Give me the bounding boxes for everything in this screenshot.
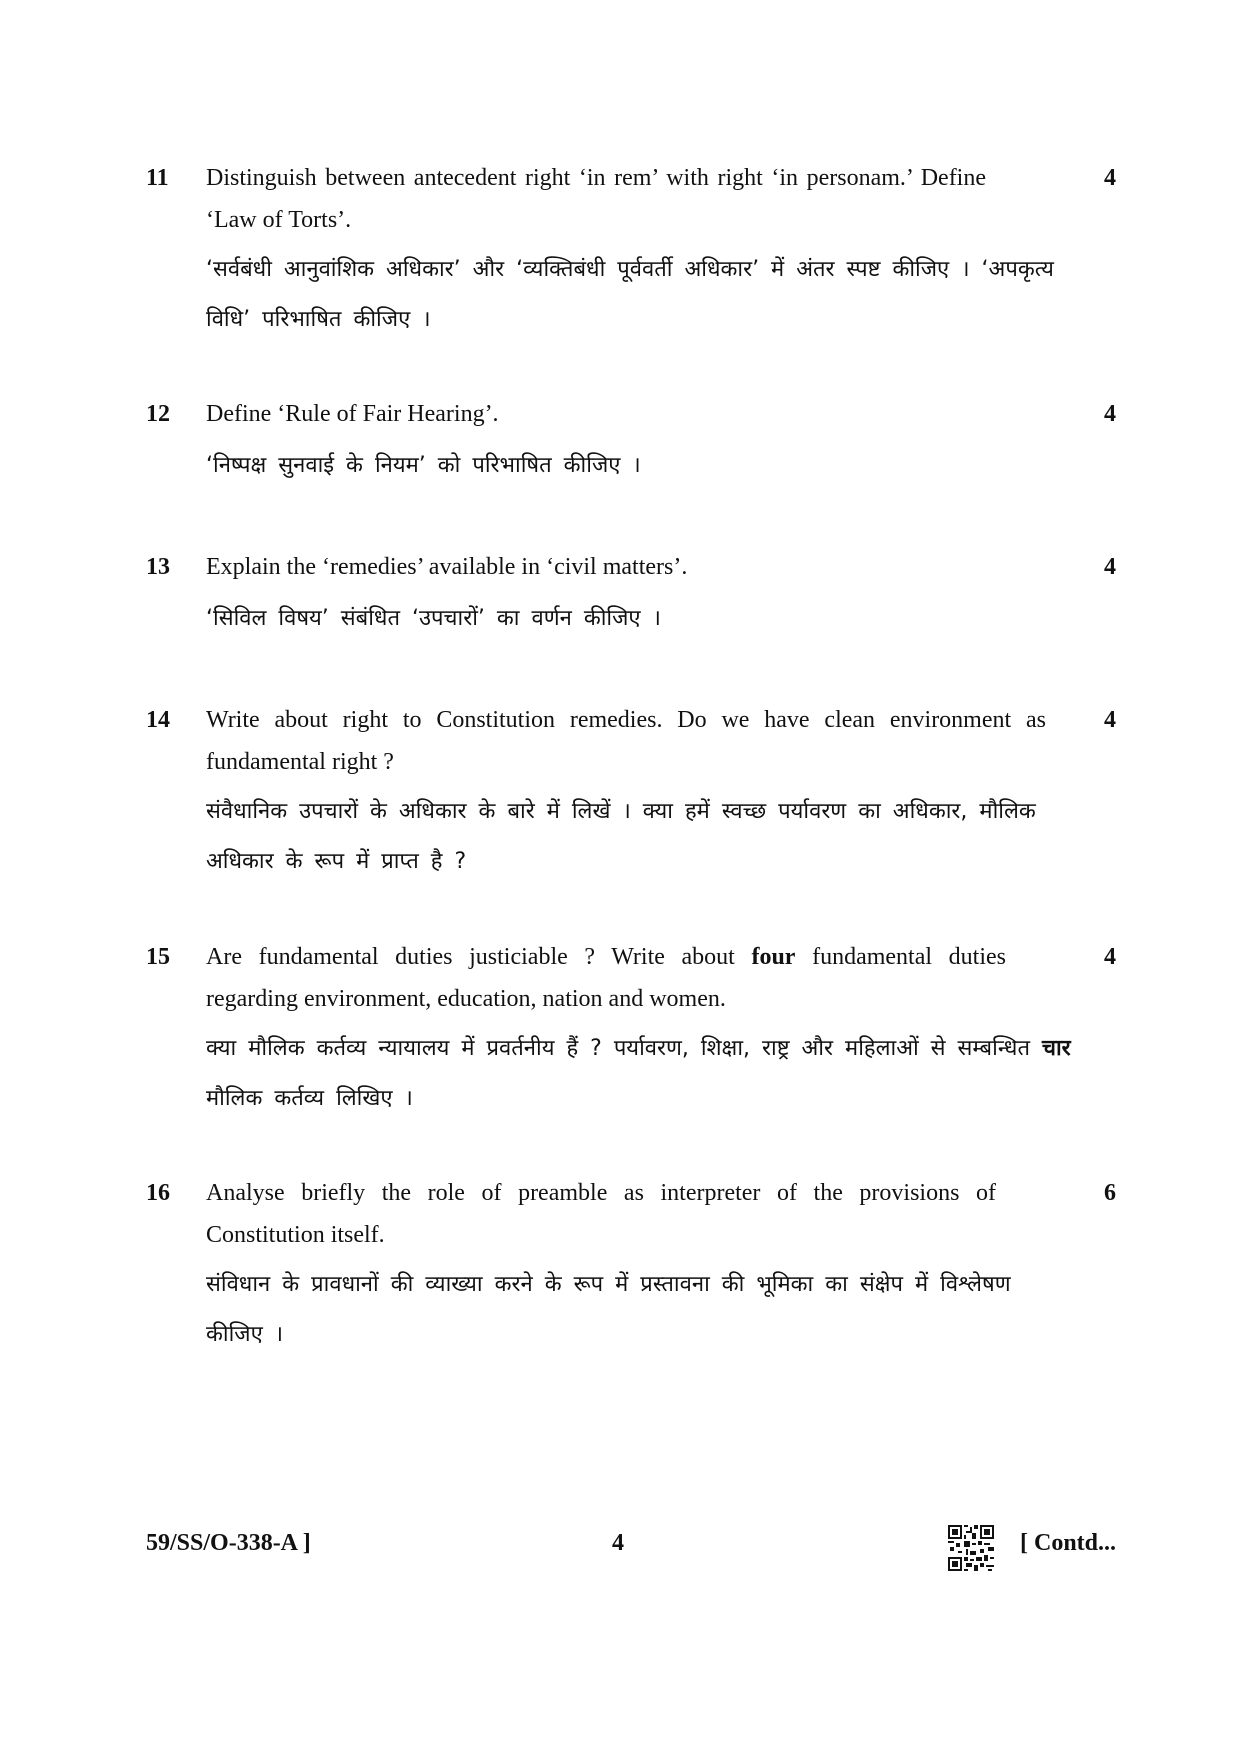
question-marks: 4 xyxy=(1104,401,1116,427)
text-run: संविधान के प्रावधानों की व्याख्या करने के रूप में प्रस्तावना की भूमिका का संक्षेप में विश्लेषण कीजिए । xyxy=(206,1272,1011,1347)
question-text-english xyxy=(206,546,1066,588)
question-text-hindi xyxy=(206,594,1076,644)
qr-code-icon xyxy=(948,1525,994,1571)
question-text-english xyxy=(206,393,1066,435)
question-text-english xyxy=(206,157,986,241)
text-run: Explain the ‘remedies’ available in ‘civil matters’. xyxy=(206,554,688,580)
question-number: 13 xyxy=(146,554,170,580)
continued-label: [ Contd... xyxy=(1020,1530,1117,1556)
question-text-hindi xyxy=(206,1024,1076,1124)
question-text-english xyxy=(206,699,1046,783)
text-run-bold: four xyxy=(751,944,796,970)
question-text-hindi xyxy=(206,1260,1026,1360)
text-run: Write about right to Constitution remedies. Do we have clean environment as fundamental right ? xyxy=(206,707,1046,775)
question-marks: 4 xyxy=(1104,165,1116,191)
text-run: ‘सर्वबंधी आनुवांशिक अधिकार’ और ‘व्यक्तिबंधी पूर्ववर्ती अधिकार’ में अंतर स्पष्ट कीजिए । ‘अपकृत्य विधि’ परिभाषित कीजिए । xyxy=(206,257,1054,332)
question-text-hindi xyxy=(206,245,1076,345)
page-number: 4 xyxy=(612,1530,624,1556)
text-run: ‘सिविल विषय’ संबंधित ‘उपचारों’ का वर्णन कीजिए । xyxy=(206,606,661,631)
text-run: fundamental duties regarding environment, education, nation and women. xyxy=(206,944,1006,1012)
question-marks: 6 xyxy=(1104,1180,1116,1206)
page-footer xyxy=(0,1525,1240,1575)
question-number: 11 xyxy=(146,165,169,191)
question-number: 16 xyxy=(146,1180,170,1206)
text-run: ‘निष्पक्ष सुनवाई के नियम’ को परिभाषित कीजिए । xyxy=(206,453,641,478)
text-run: क्या मौलिक कर्तव्य न्यायालय में प्रवर्तनीय हैं ? पर्यावरण, शिक्षा, राष्ट्र और महिलाओं से सम्बन्धित xyxy=(206,1036,1042,1061)
text-run: Distinguish between antecedent right ‘in rem’ with right ‘in personam.’ Define ‘Law of Torts’. xyxy=(206,165,986,233)
text-run: Define ‘Rule of Fair Hearing’. xyxy=(206,401,499,427)
text-run: मौलिक कर्तव्य लिखिए । xyxy=(206,1086,413,1111)
text-run: Analyse briefly the role of preamble as interpreter of the provisions of Constitution itself. xyxy=(206,1180,996,1248)
question-marks: 4 xyxy=(1104,707,1116,733)
question-number: 15 xyxy=(146,944,170,970)
question-marks: 4 xyxy=(1104,944,1116,970)
text-run-bold: चार xyxy=(1041,1036,1071,1061)
question-number: 14 xyxy=(146,707,170,733)
question-text-hindi xyxy=(206,441,1076,491)
question-number: 12 xyxy=(146,401,170,427)
text-run: Are fundamental duties justiciable ? Write about xyxy=(206,944,752,970)
question-marks: 4 xyxy=(1104,554,1116,580)
question-text-hindi xyxy=(206,787,1076,887)
paper-code: 59/SS/O-338-A ] xyxy=(146,1530,311,1556)
question-text-english xyxy=(206,1172,996,1256)
question-text-english xyxy=(206,936,1006,1020)
text-run: संवैधानिक उपचारों के अधिकार के बारे में लिखें । क्या हमें स्वच्छ पर्यावरण का अधिकार, मौलिक अधिकार के रूप में प्राप्त है ? xyxy=(206,799,1036,874)
